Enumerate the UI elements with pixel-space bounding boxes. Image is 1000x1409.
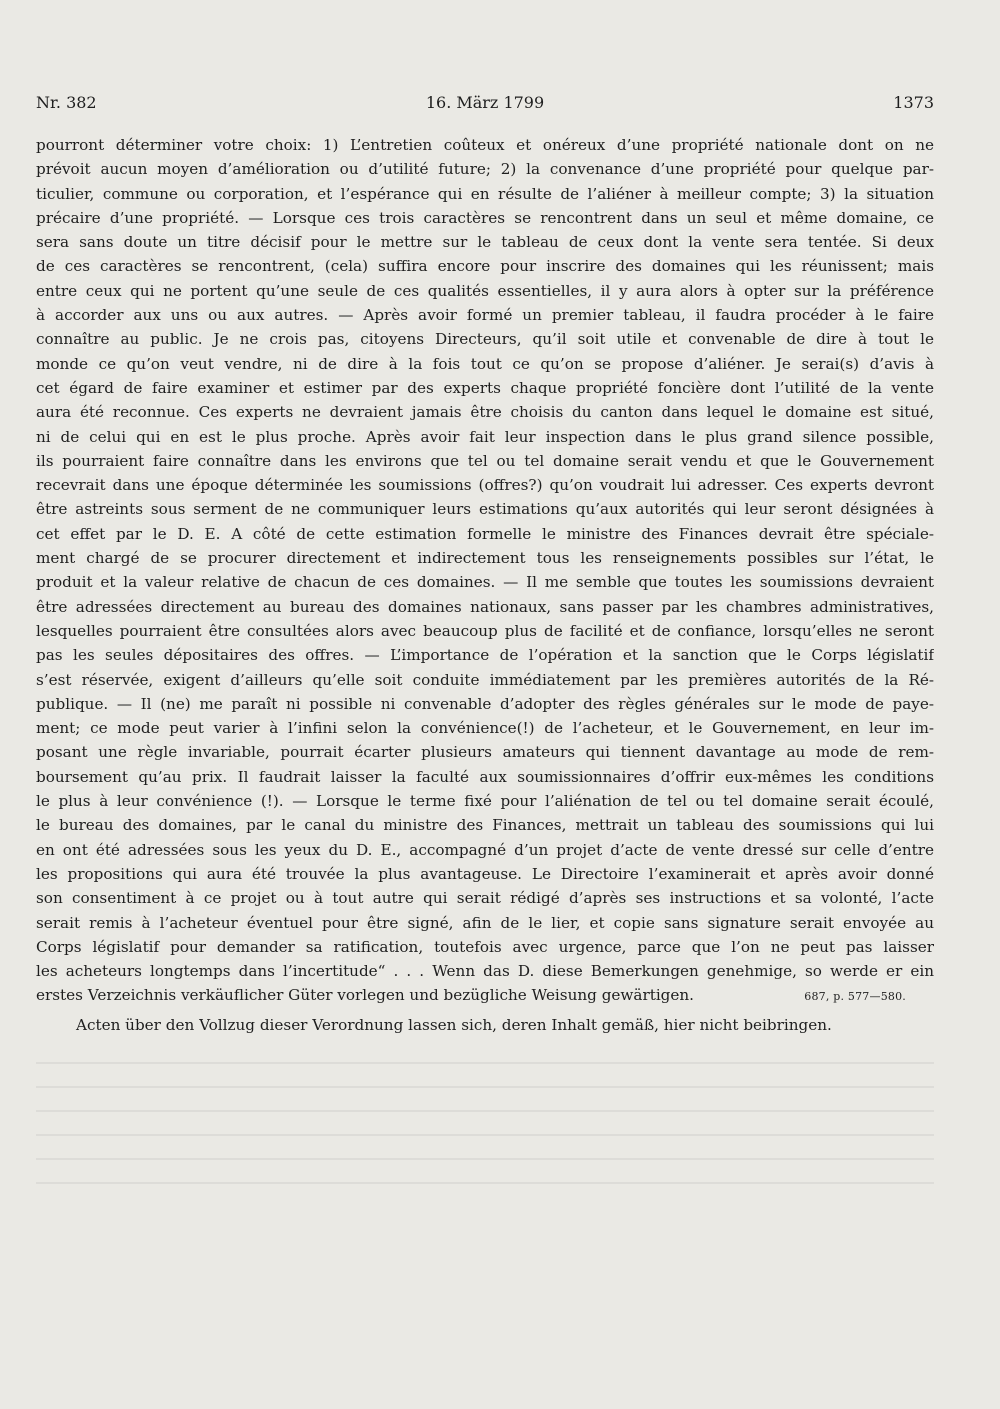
text-line: en ont été adressées sous les yeux du D. E., accompagné d’un projet d’acte de vente dressé sur celle d’entre bbox=[36, 840, 934, 859]
text-line: publique. — Il (ne) me paraît ni possible ni convenable d’adopter des règles générales sur le mode de paye- bbox=[36, 694, 934, 713]
text-line: cet effet par le D. E. A côté de cette estimation formelle le ministre des Finances devrait être spéciale- bbox=[36, 524, 934, 543]
text-line: s’est réservée, exigent d’ailleurs qu’elle soit conduite immédiatement par les premières autorités de la Ré- bbox=[36, 670, 934, 689]
page-header bbox=[36, 93, 934, 117]
text-line: produit et la valeur relative de chacun de ces domaines. — Il me semble que toutes les soumissions devraient bbox=[36, 573, 934, 592]
text-line: précaire d’une propriété. — Lorsque ces trois caractères se rencontrent dans un seul et même domaine, ce bbox=[36, 208, 934, 227]
text-line: être astreints sous serment de ne communiquer leurs estimations qu’aux autorités qui leur seront désignées à bbox=[36, 500, 934, 519]
text-line: entre ceux qui ne portent qu’une seule de ces qualités essentielles, il y aura alors à opter sur la préférence bbox=[36, 281, 934, 300]
text-line: prévoit aucun moyen d’amélioration ou d’utilité future; 2) la convenance d’une propriété pour quelque par- bbox=[36, 160, 934, 179]
text-line: posant une règle invariable, pourrait écarter plusieurs amateurs qui tiennent davantage au mode de rem- bbox=[36, 743, 934, 762]
page-number: 1373 bbox=[893, 93, 934, 112]
editorial-note: Acten über den Vollzug dieser Verordnung lassen sich, deren Inhalt gemäß, hier nicht beibringen. bbox=[76, 1016, 832, 1034]
text-line: ticulier, commune ou corporation, et l’espérance qui en résulte de l’aliéner à meilleur compte; 3) la situation bbox=[36, 184, 934, 203]
text-line: à accorder aux uns ou aux autres. — Après avoir formé un premier tableau, il faudra procéder à le faire bbox=[36, 306, 934, 325]
text-line: Corps législatif pour demander sa ratification, toutefois avec urgence, parce que l’on ne peut pas laisser bbox=[36, 937, 934, 956]
text-line: ni de celui qui en est le plus proche. Après avoir fait leur inspection dans le plus grand silence possible, bbox=[36, 427, 934, 446]
text-line: recevrait dans une époque déterminée les soumissions (offres?) qu’on voudrait lui adresser. Ces experts devront bbox=[36, 476, 934, 495]
body-text bbox=[36, 133, 934, 1008]
text-line: erstes Verzeichnis verkäuflicher Güter vorlegen und bezügliche Weisung gewärtigen. 687, p. 577—580. bbox=[36, 983, 934, 1007]
text-line: sera sans doute un titre décisif pour le mettre sur le tableau de ceux dont la vente sera tentée. Si deux bbox=[36, 233, 934, 252]
text-line: ment; ce mode peut varier à l’infini selon la convénience(!) de l’acheteur, et le Gouvernement, en leur im- bbox=[36, 719, 934, 738]
text-line: ment chargé de se procurer directement et indirectement tous les renseignements possibles sur l’état, le bbox=[36, 549, 934, 568]
text-line: son consentiment à ce projet ou à tout autre qui serait rédigé d’après ses instructions et sa volonté, l’acte bbox=[36, 889, 934, 908]
document-number: Nr. 382 bbox=[36, 93, 97, 112]
text-line: pourront déterminer votre choix: 1) L’entretien coûteux et onéreux d’une propriété nationale dont on ne bbox=[36, 136, 934, 154]
text-line: ils pourraient faire connaître dans les environs que tel ou tel domaine serait vendu et que le Gouvernement bbox=[36, 451, 934, 470]
bleed-through-texture bbox=[36, 1040, 934, 1220]
text-line: les acheteurs longtemps dans l’incertitude“ . . . Wenn das D. diese Bemerkungen genehmige, so werde er ein bbox=[36, 962, 934, 981]
header-date: 16. März 1799 bbox=[425, 93, 545, 112]
text-line: être adressées directement au bureau des domaines nationaux, sans passer par les chambres administratives, bbox=[36, 597, 934, 616]
text-line: de ces caractères se rencontrent, (cela) suffira encore pour inscrire des domaines qui les réunissent; mais bbox=[36, 257, 934, 276]
text-line: les propositions qui aura été trouvée la plus avantageuse. Le Directoire l’examinerait et après avoir donné bbox=[36, 864, 934, 883]
text-line: aura été reconnue. Ces experts ne devraient jamais être choisis du canton dans lequel le domaine est situé, bbox=[36, 403, 934, 422]
text-line: connaître au public. Je ne crois pas, citoyens Directeurs, qu’il soit utile et convenable de dire à tout le bbox=[36, 330, 934, 349]
text-line: le bureau des domaines, par le canal du ministre des Finances, mettrait un tableau des soumissions qui lui bbox=[36, 816, 934, 835]
text-line: monde ce qu’on veut vendre, ni de dire à la fois tout ce qu’on se propose d’aliéner. Je serai(s) d’avis à bbox=[36, 354, 934, 373]
text-line: lesquelles pourraient être consultées alors avec beaucoup plus de facilité et de confiance, lorsqu’elles ne seront bbox=[36, 621, 934, 640]
text-line: le plus à leur convénience (!). — Lorsque le terme fixé pour l’aliénation de tel ou tel domaine serait écoulé, bbox=[36, 792, 934, 811]
source-reference: 687, p. 577—580. bbox=[804, 990, 906, 1004]
text-line: cet égard de faire examiner et estimer par des experts chaque propriété foncière dont l’utilité de la vente bbox=[36, 378, 934, 397]
text-line: serait remis à l’acheteur éventuel pour être signé, afin de le lier, et copie sans signature serait envoyée au bbox=[36, 913, 934, 932]
text-line: pas les seules dépositaires des offres. — L’importance de l’opération et la sanction que le Corps législatif bbox=[36, 646, 934, 665]
text-line: boursement qu’au prix. Il faudrait laisser la faculté aux soumissionnaires d’offrir eux-mêmes les conditions bbox=[36, 767, 934, 786]
